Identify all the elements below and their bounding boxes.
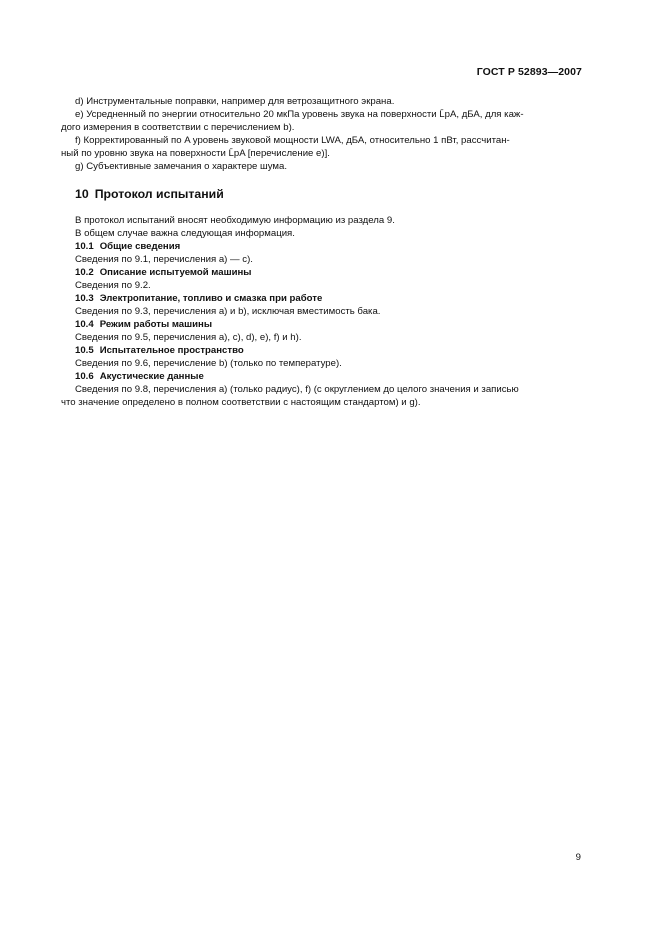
subsection-text: Сведения по 9.2. — [75, 280, 151, 291]
subsection-number: 10.1 — [75, 241, 94, 252]
page-content — [61, 95, 581, 409]
document-header: ГОСТ Р 52893—2007 — [476, 66, 582, 78]
subsection-title: Режим работы машины — [99, 319, 213, 330]
subsection-title: Электропитание, топливо и смазка при работе — [99, 293, 323, 304]
list-item-g: g) Субъективные замечания о характере шума. — [75, 161, 288, 172]
subsection-heading — [61, 240, 581, 253]
subsection-text: Сведения по 9.3, перечисления a) и b), исключая вместимость бака. — [75, 306, 381, 317]
subsection-number: 10.2 — [75, 267, 94, 278]
list-item-f-cont: ный по уровню звука на поверхности L̄pA [перечисление e)]. — [61, 148, 330, 159]
subsection-number: 10.6 — [75, 371, 94, 382]
subsection-number: 10.3 — [75, 293, 94, 304]
subsection-heading — [61, 344, 581, 357]
section-intro-2: В общем случае важна следующая информация. — [75, 228, 295, 239]
subsection-title: Описание испытуемой машины — [99, 267, 252, 278]
section-number: 10 — [75, 187, 89, 201]
page-number: 9 — [575, 852, 581, 863]
enumeration-list — [61, 95, 581, 173]
subsection-text-cont: что значение определено в полном соответствии с настоящим стандартом) и g). — [61, 397, 421, 408]
subsection-text: Сведения по 9.5, перечисления a), c), d), e), f) и h). — [75, 332, 302, 343]
subsection-heading — [61, 292, 581, 305]
list-item-d: d) Инструментальные поправки, например для ветрозащитного экрана. — [75, 96, 395, 107]
subsection-heading — [61, 266, 581, 279]
subsection-text: Сведения по 9.6, перечисление b) (только по температуре). — [75, 358, 342, 369]
list-item-f: f) Корректированный по A уровень звуковой мощности LWA, дБА, относительно 1 пВт, рассчитан- — [75, 135, 510, 146]
list-item-e: e) Усредненный по энергии относительно 20 мкПа уровень звука на поверхности L̄pA, дБА, для каж- — [75, 109, 524, 120]
subsection-number: 10.5 — [75, 345, 94, 356]
section-heading — [75, 188, 581, 201]
subsection-title: Общие сведения — [99, 241, 181, 252]
subsection-text: Сведения по 9.8, перечисления a) (только радиус), f) (с округлением до целого значения и записью — [75, 384, 519, 395]
list-item-e-cont: дого измерения в соответствии с перечислением b). — [61, 122, 295, 133]
section-intro-1: В протокол испытаний вносят необходимую информацию из раздела 9. — [75, 215, 395, 226]
subsection-title: Акустические данные — [99, 371, 204, 382]
subsection-title: Испытательное пространство — [99, 345, 244, 356]
subsection-heading — [61, 318, 581, 331]
subsection-heading — [61, 370, 581, 383]
section-title: Протокол испытаний — [94, 187, 224, 201]
subsection-number: 10.4 — [75, 319, 94, 330]
subsection-text: Сведения по 9.1, перечисления a) — c). — [75, 254, 253, 265]
